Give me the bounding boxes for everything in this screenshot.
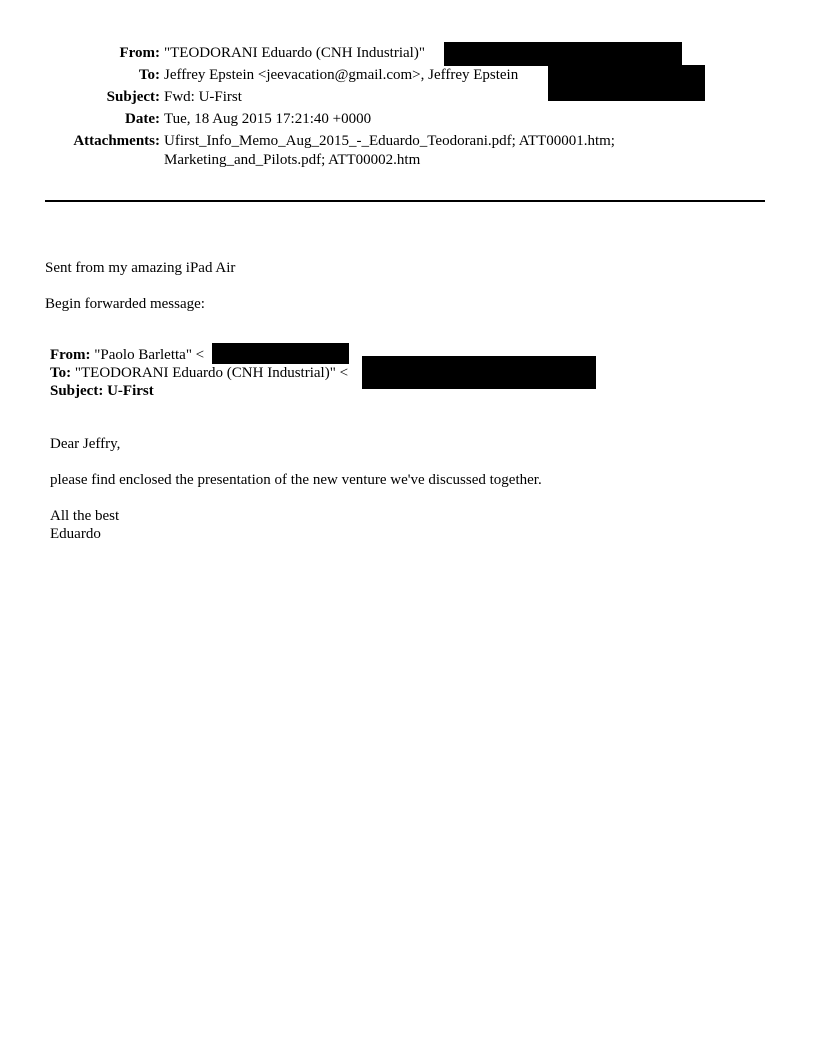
redaction-box-to [548,65,705,101]
forwarded-to-label: To: [50,365,72,381]
header-date-value: Tue, 18 Aug 2015 17:21:40 +0000 [164,111,372,127]
forwarded-to-value: "TEODORANI Eduardo (CNH Industrial)" < [74,365,349,381]
forwarded-to-row [50,364,348,382]
header-divider [45,200,765,202]
forwarded-from-label: From: [50,347,91,363]
header-to-value: Jeffrey Epstein <jeevacation@gmail.com>, Jeffrey Epstein [164,67,519,83]
message-body: please find enclosed the presentation of the new venture we've discussed together. [50,472,542,488]
forward-intro: Begin forwarded message: [45,296,205,312]
header-subject-value: Fwd: U-First [164,89,242,105]
header-from-value: "TEODORANI Eduardo (CNH Industrial)" [164,45,425,61]
header-subject-label: Subject: [106,89,160,105]
redaction-box-from [444,42,682,66]
header-date-row [0,108,816,130]
header-from-row [0,42,816,64]
header-to-label: To: [138,67,160,83]
message-closing: All the best [50,508,120,524]
forwarded-subject-row [50,382,348,400]
forwarded-subject-value: U-First [107,383,154,399]
header-attachments-row [0,130,816,170]
redaction-box-forwarded-to [362,356,596,389]
header-attachments-value: Ufirst_Info_Memo_Aug_2015_-_Eduardo_Teodorani.pdf; ATT00001.htm; Marketing_and_Pilots.pdf; ATT00002.htm [164,133,615,168]
redaction-box-forwarded-from [212,343,349,364]
email-header [0,42,816,170]
header-from-label: From: [119,45,160,61]
header-date-label: Date: [125,111,160,127]
message-signoff: Eduardo [50,526,101,542]
header-attachments-label: Attachments: [73,133,160,149]
forwarded-subject-label: Subject: [50,383,104,399]
signature-line: Sent from my amazing iPad Air [45,260,236,276]
forwarded-from-value: "Paolo Barletta" < [94,347,205,363]
message-greeting: Dear Jeffry, [50,436,121,452]
